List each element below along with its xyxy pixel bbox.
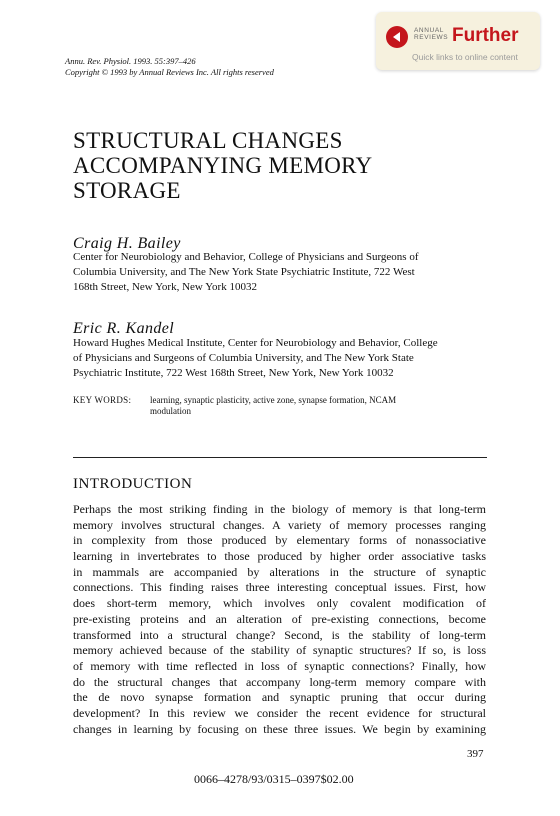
- affiliation-line: of Physicians and Surgeons of Columbia University, and The New York State: [73, 352, 414, 364]
- body-line: memory involves structural changes. A variety of memory processes ranging: [73, 517, 486, 532]
- annual-reviews-wordmark: [414, 27, 448, 41]
- annual-reviews-further-badge[interactable]: [376, 12, 540, 70]
- issn-code: 0066–4278/93/0315–0397$02.00: [194, 772, 354, 786]
- journal-citation-block: [65, 56, 274, 78]
- badge-reviews-text: REVIEWS: [414, 34, 449, 41]
- page-number: 397: [467, 748, 484, 760]
- copyright-notice: Copyright © 1993 by Annual Reviews Inc. All rights reserved: [65, 67, 274, 77]
- author-name: Eric R. Kandel: [73, 320, 175, 337]
- title-line: STRUCTURAL CHANGES: [73, 128, 343, 153]
- article-title: [73, 128, 453, 203]
- section-heading: INTRODUCTION: [73, 476, 193, 492]
- body-line: in mammals are accompanied by alterations in the structure of synaptic: [73, 564, 486, 579]
- body-line: in complexity from those produced by elementary forms of nonassociative: [73, 533, 486, 548]
- keywords-list: [150, 395, 470, 417]
- affiliation-line: Columbia University, and The New York State Psychiatric Institute, 722 West: [73, 266, 415, 278]
- body-line: connections. This finding raises three interesting conceptual issues. First, how: [73, 580, 486, 595]
- body-line: of memory with time reflected in loss of synaptic connections? Finally, how: [73, 658, 486, 673]
- body-line: transformed into a structural change? Second, is the stability of long-term: [73, 627, 486, 642]
- author-affiliation: [73, 250, 493, 295]
- body-paragraph: [73, 502, 486, 737]
- journal-citation: Annu. Rev. Physiol. 1993. 55:397–426: [65, 56, 196, 66]
- affiliation-line: 168th Street, New York, New York 10032: [73, 281, 257, 293]
- badge-annual-text: ANNUAL: [414, 27, 444, 34]
- keywords-line: modulation: [150, 406, 191, 416]
- badge-further-text: Further: [452, 25, 519, 46]
- body-line: do the structural changes that accompany long-term memory compare with: [73, 674, 486, 689]
- title-line: STORAGE: [73, 178, 181, 203]
- body-line: learning in invertebrates to those produced by higher order associative tasks: [73, 549, 486, 564]
- body-line: pre-existing proteins and an alteration of pre-existing connections, become: [73, 611, 486, 626]
- body-line: Perhaps the most striking finding in the biology of memory is that long-term: [73, 502, 486, 516]
- author-name: Craig H. Bailey: [73, 235, 181, 252]
- body-line: changes in learning by focusing on these three issues. We begin by examining: [73, 721, 486, 736]
- annual-reviews-logo-icon: [386, 26, 408, 48]
- affiliation-line: Center for Neurobiology and Behavior, College of Physicians and Surgeons of: [73, 251, 419, 263]
- title-line: ACCOMPANYING MEMORY: [73, 153, 373, 178]
- affiliation-line: Howard Hughes Medical Institute, Center for Neurobiology and Behavior, College: [73, 337, 438, 349]
- affiliation-line: Psychiatric Institute, 722 West 168th Street, New York, New York 10032: [73, 367, 394, 379]
- badge-quick-links-text[interactable]: Quick links to online content: [412, 52, 518, 62]
- section-divider: [73, 457, 487, 458]
- body-line: development? In this review we consider the recent evidence for structural: [73, 705, 486, 720]
- keywords-line: learning, synaptic plasticity, active zone, synapse formation, NCAM: [150, 395, 397, 405]
- body-line: does short-term memory, which involves only covalent modification of: [73, 596, 486, 611]
- keywords-label: KEY WORDS:: [73, 395, 132, 405]
- author-affiliation: [73, 336, 493, 381]
- body-line: memory achieved because of the stability of synaptic structures? If so, is loss: [73, 643, 486, 658]
- body-line: the de novo synapse formation and synaptic pruning that occur during: [73, 690, 486, 705]
